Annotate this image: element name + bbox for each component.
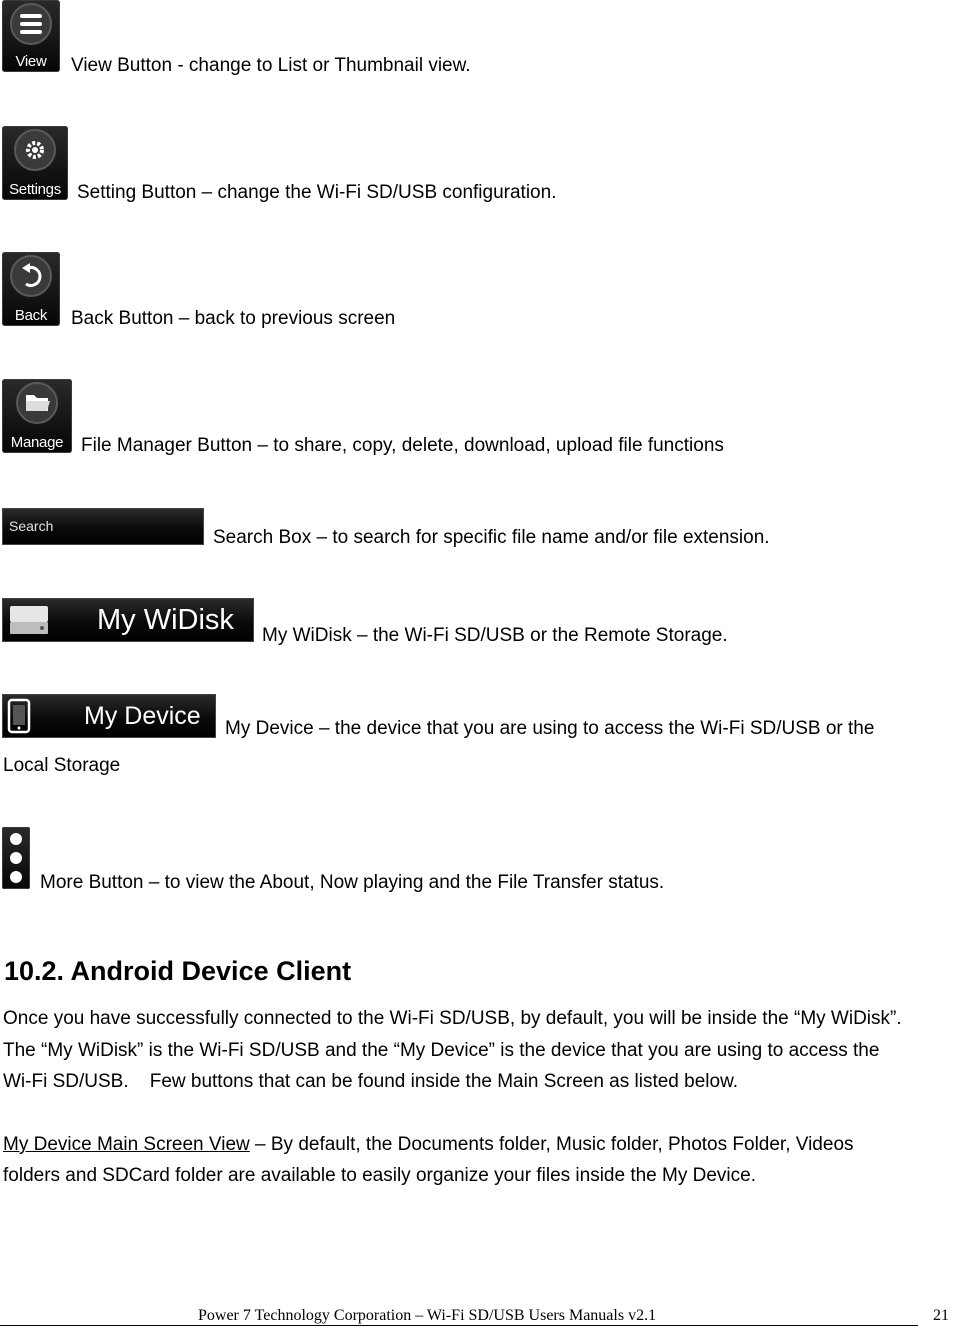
search-box-image [2,508,204,545]
subsection-line-1 [3,1133,854,1157]
manage-button-icon [2,379,72,453]
settings-button-icon [2,126,68,200]
section-heading: 10.2. Android Device Client [4,956,352,986]
page-number: 21 [933,1307,949,1324]
my-device-description-line2: Local Storage [3,755,121,776]
my-device-tab-label: My Device [84,702,201,730]
paragraph-line-2: The “My WiDisk” is the Wi-Fi SD/USB and the “My Device” is the device that you are using to access the [3,1040,880,1061]
search-box-placeholder: Search [9,518,54,534]
search-box-description: Search Box – to search for specific file name and/or file extension. [213,527,770,548]
view-button-description: View Button - change to List or Thumbnail view. [71,55,471,76]
my-widisk-tab-label: My WiDisk [97,604,234,636]
footer-divider [0,1325,918,1326]
back-button-icon [2,252,60,326]
smartphone-icon [6,694,46,738]
more-button-description: More Button – to view the About, Now playing and the File Transfer status. [40,872,665,893]
footer-text: Power 7 Technology Corporation – Wi-Fi SD/USB Users Manuals v2.1 [198,1307,657,1324]
back-button-label: Back [14,307,48,324]
more-button-icon [2,827,30,889]
manage-button-label: Manage [10,434,64,451]
paragraph-line-3: Wi-Fi SD/USB. Few buttons that can be found inside the Main Screen as listed below. [3,1071,739,1092]
settings-button-description: Setting Button – change the Wi-Fi SD/USB configuration. [77,182,557,203]
settings-button-label: Settings [9,181,61,198]
my-widisk-description: My WiDisk – the Wi-Fi SD/USB or the Remote Storage. [262,625,728,646]
view-button-label: View [15,53,47,70]
subsection-title: My Device Main Screen View [3,1134,250,1155]
my-widisk-tab-image [2,598,254,642]
view-button-icon [2,0,60,72]
manage-button-description: File Manager Button – to share, copy, delete, download, upload file functions [81,435,724,456]
subsection-line-2: folders and SDCard folder are available to easily organize your files inside the My Device. [3,1165,756,1186]
hard-drive-icon [4,598,60,642]
my-device-description-line1: My Device – the device that you are using to access the Wi-Fi SD/USB or the [225,718,875,739]
back-button-description: Back Button – back to previous screen [71,308,396,329]
subsection-rest: – By default, the Documents folder, Music folder, Photos Folder, Videos [249,1134,854,1155]
paragraph-line-1: Once you have successfully connected to the Wi-Fi SD/USB, by default, you will be inside the “My WiDisk”. [3,1008,902,1029]
vertical-dots-icon [2,827,30,889]
my-device-tab-image [2,694,216,738]
